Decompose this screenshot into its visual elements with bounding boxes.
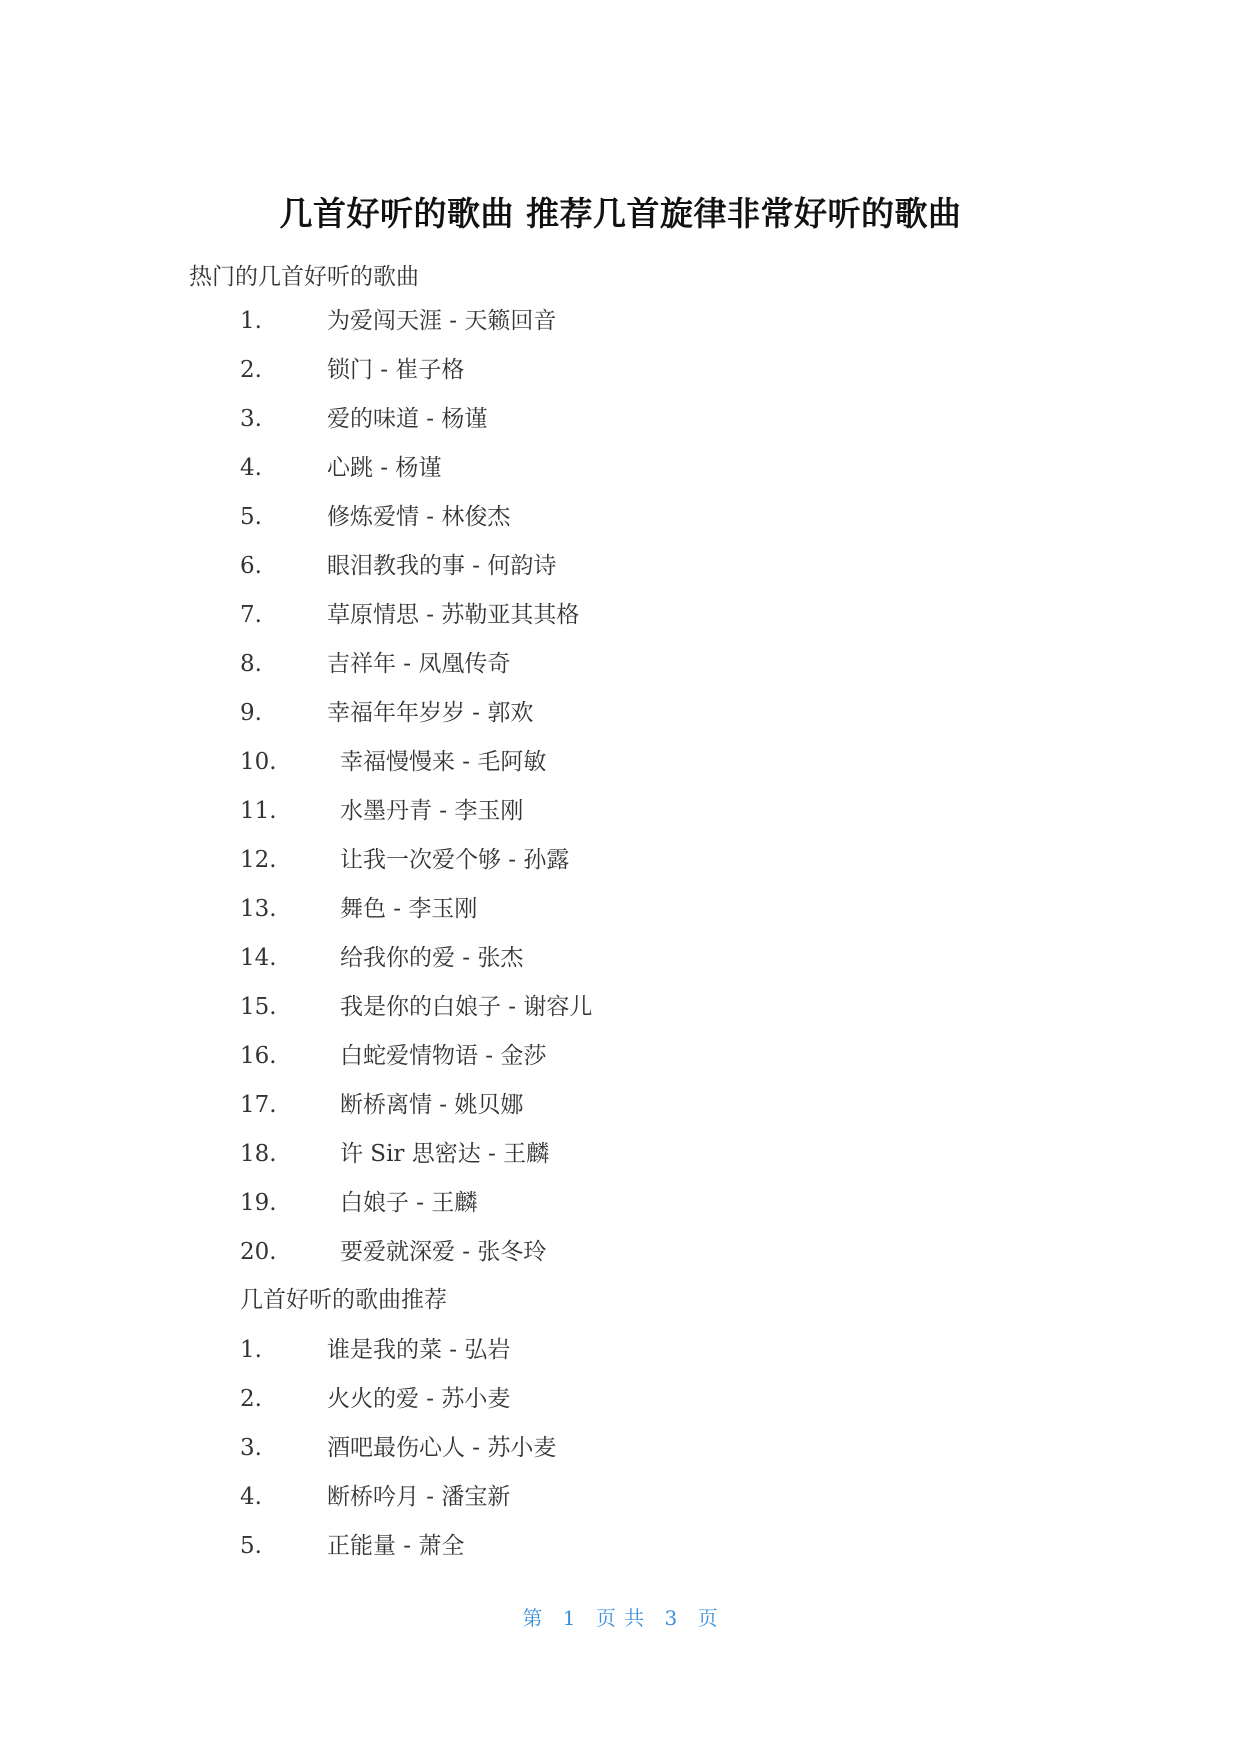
- list-item-number: 2.: [240, 357, 262, 383]
- list-item: [240, 1330, 556, 1379]
- footer-suffix: 页: [697, 1606, 719, 1630]
- footer-middle: 页 共: [595, 1606, 646, 1630]
- list-item-number: 7.: [240, 602, 262, 628]
- list-item: [240, 1036, 592, 1085]
- list-item-number: 5.: [240, 504, 262, 530]
- list-item: [240, 448, 592, 497]
- list-item-text: 断桥吟月 - 潘宝新: [327, 1484, 511, 1510]
- list-item: [240, 1428, 556, 1477]
- song-list-popular: [240, 301, 592, 1281]
- list-item-text: 谁是我的菜 - 弘岩: [327, 1337, 511, 1363]
- list-item-number: 2.: [240, 1386, 262, 1412]
- list-item-number: 12.: [240, 847, 277, 873]
- list-item: [240, 497, 592, 546]
- list-item: [240, 1379, 556, 1428]
- list-item: [240, 840, 592, 889]
- list-item-text: 正能量 - 萧全: [327, 1533, 465, 1559]
- list-item-text: 许 Sir 思密达 - 王麟: [340, 1141, 550, 1167]
- list-item-text: 白娘子 - 王麟: [340, 1190, 478, 1216]
- page-title: 几首好听的歌曲 推荐几首旋律非常好听的歌曲: [279, 194, 962, 233]
- list-item-text: 幸福年年岁岁 - 郭欢: [327, 700, 534, 726]
- list-item-text: 给我你的爱 - 张杰: [340, 945, 524, 971]
- list-item: [240, 693, 592, 742]
- list-item-number: 1.: [240, 308, 262, 334]
- list-item-number: 3.: [240, 1435, 262, 1461]
- list-item-number: 19.: [240, 1190, 277, 1216]
- list-item: [240, 399, 592, 448]
- list-item-text: 断桥离情 - 姚贝娜: [340, 1092, 524, 1118]
- list-item-number: 15.: [240, 994, 277, 1020]
- list-item: [240, 1134, 592, 1183]
- list-item-text: 幸福慢慢来 - 毛阿敏: [340, 749, 547, 775]
- list-item-text: 让我一次爱个够 - 孙露: [340, 847, 570, 873]
- list-item: [240, 889, 592, 938]
- list-item: [240, 644, 592, 693]
- list-item: [240, 938, 592, 987]
- list-item-text: 酒吧最伤心人 - 苏小麦: [327, 1435, 557, 1461]
- list-item-text: 舞色 - 李玉刚: [340, 896, 478, 922]
- footer-total-pages: 3: [664, 1606, 679, 1630]
- list-item-number: 4.: [240, 455, 262, 481]
- list-item: [240, 350, 592, 399]
- page-footer: [0, 1602, 1241, 1631]
- list-item-number: 10.: [240, 749, 277, 775]
- list-item-text: 草原情思 - 苏勒亚其其格: [327, 602, 580, 628]
- list-item: [240, 1232, 592, 1281]
- list-item-number: 1.: [240, 1337, 262, 1363]
- footer-current-page: 1: [562, 1606, 577, 1630]
- list-item-text: 锁门 - 崔子格: [327, 357, 465, 383]
- list-item-text: 修炼爱情 - 林俊杰: [327, 504, 511, 530]
- list-item-number: 9.: [240, 700, 262, 726]
- section-heading-popular: 热门的几首好听的歌曲: [189, 264, 419, 290]
- footer-prefix: 第: [522, 1606, 544, 1630]
- list-item-number: 14.: [240, 945, 277, 971]
- list-item-number: 11.: [240, 798, 277, 824]
- list-item: [240, 595, 592, 644]
- list-item: [240, 987, 592, 1036]
- list-item-number: 8.: [240, 651, 262, 677]
- list-item-text: 白蛇爱情物语 - 金莎: [340, 1043, 547, 1069]
- list-item-text: 水墨丹青 - 李玉刚: [340, 798, 524, 824]
- list-item-number: 6.: [240, 553, 262, 579]
- list-item-text: 吉祥年 - 凤凰传奇: [327, 651, 511, 677]
- list-item-text: 眼泪教我的事 - 何韵诗: [327, 553, 557, 579]
- list-item-number: 18.: [240, 1141, 277, 1167]
- list-item: [240, 742, 592, 791]
- list-item: [240, 1477, 556, 1526]
- list-item-text: 我是你的白娘子 - 谢容儿: [340, 994, 593, 1020]
- list-item: [240, 546, 592, 595]
- list-item-number: 16.: [240, 1043, 277, 1069]
- section-heading-recommend: 几首好听的歌曲推荐: [240, 1287, 447, 1313]
- list-item-text: 为爱闯天涯 - 天籁回音: [327, 308, 557, 334]
- list-item-number: 5.: [240, 1533, 262, 1559]
- list-item: [240, 1526, 556, 1575]
- list-item: [240, 791, 592, 840]
- list-item: [240, 1085, 592, 1134]
- list-item: [240, 1183, 592, 1232]
- song-list-recommend: [240, 1330, 556, 1575]
- list-item: [240, 301, 592, 350]
- list-item-text: 要爱就深爱 - 张冬玲: [340, 1239, 547, 1265]
- list-item-text: 火火的爱 - 苏小麦: [327, 1386, 511, 1412]
- list-item-text: 心跳 - 杨谨: [327, 455, 442, 481]
- list-item-number: 3.: [240, 406, 262, 432]
- list-item-number: 20.: [240, 1239, 277, 1265]
- list-item-number: 13.: [240, 896, 277, 922]
- list-item-number: 4.: [240, 1484, 262, 1510]
- list-item-text: 爱的味道 - 杨谨: [327, 406, 488, 432]
- list-item-number: 17.: [240, 1092, 277, 1118]
